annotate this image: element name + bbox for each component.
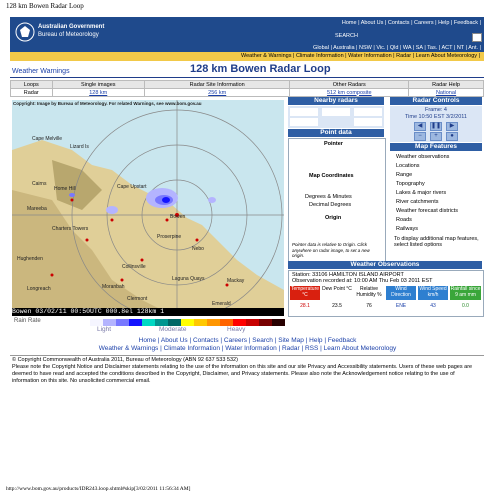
refresh-icon[interactable]: ● <box>446 132 458 141</box>
legend-colour-cell <box>168 319 181 326</box>
top-links[interactable]: Home | About Us | Contacts | Careers | Help | Feedback | <box>341 20 481 26</box>
obs-header-wind-speed: Wind Speed km/h <box>419 286 447 298</box>
footer-links-primary[interactable]: Home | About Us | Contacts | Careers | Search | Site Map | Help | Feedback <box>138 337 357 344</box>
obs-value-dewpoint: 23.5 <box>332 303 342 309</box>
legend-colour-cell <box>220 319 233 326</box>
print-url: http://www.bom.gov.au/products/IDR243.loop.shtml#skip[3/02/2011 11:56:34 AM] <box>6 486 191 492</box>
step-back-icon[interactable]: ◀ <box>414 122 426 131</box>
map-feature-option[interactable]: Roads <box>396 217 412 223</box>
legend-colour-cell <box>207 319 220 326</box>
zoom-in-icon[interactable]: + <box>430 132 442 141</box>
footer-notice: Please note the Copyright Notice and Disclaimer statements relating to the use of the information on this site and our site Privacy and Accessibility statements. Users of these web pages are deemed to have read and accepted the conditions described in the Copyright, Disclaimer, and Privacy statements. Please also note the Acknowledgement notice relating to the use of information on this site. No unsolicited commercial email. <box>12 364 473 384</box>
link-radar[interactable]: Radar <box>11 89 53 97</box>
weather-observations-panel <box>288 270 484 317</box>
link-512km[interactable]: 512 km composite <box>290 89 409 97</box>
step-forward-icon[interactable]: ▶ <box>446 122 458 131</box>
nearby-radar-cell[interactable] <box>290 108 318 116</box>
search-label: SEARCH <box>335 33 358 39</box>
decimal-degrees-label: Decimal Degrees <box>309 202 352 208</box>
station-name: Station: 33106 HAMILTON ISLAND AIRPORT <box>292 272 404 278</box>
map-features-header: Map Features <box>390 143 482 151</box>
point-data-help: Pointer data is relative to Origin. Click anywhere on radar image, to set a new origin. <box>292 242 370 258</box>
print-header-title: 128 km Bowen Radar Loop <box>6 2 84 10</box>
map-features-note: To display additional map features, select listed options <box>394 236 479 248</box>
tab-single-images[interactable]: Single images <box>52 81 144 89</box>
map-feature-option[interactable]: Locations <box>396 163 420 169</box>
legend-colour-cell <box>90 319 103 326</box>
radar-controls-panel <box>390 106 482 142</box>
radar-map-svg[interactable] <box>12 100 284 315</box>
place-label: Charters Towers <box>52 226 89 232</box>
obs-value-temperature: 28.1 <box>300 303 310 309</box>
place-label: Clermont <box>127 296 148 302</box>
obs-value-wind-direction: ENE <box>395 303 407 309</box>
zoom-out-icon[interactable]: − <box>414 132 426 141</box>
map-feature-option[interactable]: Weather forecast districts <box>396 208 458 214</box>
point-data-header: Point data <box>288 129 384 137</box>
place-label: Laguna Quays <box>172 276 205 282</box>
obs-value-rainfall: 0.0 <box>462 303 469 309</box>
map-coordinates-label: Map Coordinates <box>309 173 354 179</box>
government-name: Australian Government <box>38 24 105 30</box>
rain-rate-label: Rain Rate <box>14 318 41 324</box>
legend-colour-cell <box>246 319 259 326</box>
place-label: Home Hill <box>54 186 76 192</box>
legend-colour-cell <box>194 319 207 326</box>
pause-icon[interactable]: ❚❚ <box>431 123 442 129</box>
footer-links-secondary[interactable]: Weather & Warnings | Climate Information | Water Information | Radar | RSS | Learn About Meteorology <box>98 345 397 352</box>
radar-map[interactable] <box>12 100 284 315</box>
nearby-radar-cell[interactable] <box>322 108 350 116</box>
nearby-radar-cell[interactable] <box>354 118 382 126</box>
place-label: Hughenden <box>17 256 43 262</box>
place-label: Cape Upstart <box>117 184 147 190</box>
place-label: Mackay <box>227 278 245 284</box>
legend-colour-cell <box>155 319 168 326</box>
legend-colour-cell <box>116 319 129 326</box>
frame-label: Frame: 4 <box>424 107 447 113</box>
radar-controls-header: Radar Controls <box>390 97 482 105</box>
obs-header-temperature: Temperature °C <box>290 286 320 298</box>
obs-header-dewpoint: Dew Point °C <box>322 286 352 300</box>
product-tabs <box>10 80 484 97</box>
place-label: Cape Melville <box>32 136 63 142</box>
link-128km[interactable]: 128 km <box>52 89 144 97</box>
legend-colour-cell <box>129 319 142 326</box>
legend-colour-cell <box>103 319 116 326</box>
place-label: Emerald <box>212 301 231 307</box>
state-links[interactable]: Global | Australia | NSW | Vic. | Qld | WA | SA | Tas. | ACT | NT | Ant. | <box>313 45 481 51</box>
weather-warnings-link[interactable]: Weather Warnings <box>12 68 70 75</box>
place-label: Mareeba <box>27 206 47 212</box>
place-label: Nebo <box>192 246 204 252</box>
legend-colour-cell <box>142 319 155 326</box>
map-copyright: Copyright: Image by Bureau of Meteorology. For related Warnings, see www.bom.gov.au <box>13 101 202 106</box>
weather-observations-header: Weather Observations <box>288 261 482 269</box>
obs-header-wind-direction: Wind Direction <box>386 286 416 300</box>
obs-header-humidity: Relative Humidity % <box>354 286 384 300</box>
radar-status-text: Bowen 03/02/11 00:50UTC 000.8el 128km 1 <box>12 308 165 315</box>
bureau-name: Bureau of Meteorology <box>38 32 99 38</box>
pointer-label: Pointer <box>324 141 343 147</box>
legend-light: Light <box>97 326 112 333</box>
search-button[interactable] <box>472 33 482 42</box>
obs-value-humidity: 76 <box>366 303 372 309</box>
place-label: Longreach <box>27 286 51 292</box>
nearby-radars-header: Nearby radars <box>288 97 384 105</box>
link-256km[interactable]: 256 km <box>144 89 290 97</box>
legend-colour-cell <box>181 319 194 326</box>
tab-loops[interactable]: Loops <box>11 81 53 89</box>
map-feature-option[interactable]: Weather observations <box>396 154 450 160</box>
map-feature-option[interactable]: Railways <box>396 226 419 232</box>
map-feature-option[interactable]: Topography <box>396 181 425 187</box>
main-nav-links[interactable]: Weather & Warnings | Climate Information | Water Information | Radar | Learn About Meteorology | <box>241 53 480 59</box>
place-label: Cairns <box>32 181 47 187</box>
origin-label: Origin <box>325 215 342 221</box>
place-label: Moranbah <box>102 284 125 290</box>
page-title: 128 km Bowen Radar Loop <box>190 63 331 75</box>
radar-status-bar <box>12 308 284 316</box>
title-divider <box>10 77 484 78</box>
map-feature-option[interactable]: River catchments <box>396 199 439 205</box>
nearby-radar-cell[interactable] <box>354 108 382 116</box>
degrees-minutes-label: Degrees & Minutes <box>305 194 352 200</box>
footer-copyright: © Copyright Commonwealth of Australia 2011, Bureau of Meteorology (ABN 92 637 533 532) <box>12 357 238 363</box>
place-label: Proserpine <box>157 234 182 240</box>
map-feature-option[interactable]: Range <box>396 172 413 178</box>
map-features-list <box>390 152 482 260</box>
main-nav-bar <box>10 52 484 61</box>
legend-colour-cell <box>259 319 272 326</box>
link-national[interactable]: National <box>409 89 484 97</box>
footer-text <box>12 357 482 385</box>
legend-colour-cell <box>233 319 246 326</box>
footer-divider <box>10 355 484 356</box>
tab-radar-site-info[interactable]: Radar Site Information <box>144 81 290 89</box>
place-label: Collinsville <box>122 264 146 270</box>
tab-other-radars[interactable]: Other Radars <box>290 81 409 89</box>
legend-heavy: Heavy <box>227 326 246 333</box>
nearby-radar-cell[interactable] <box>290 118 318 126</box>
place-label: Bowen <box>170 214 186 220</box>
observation-time: Observation recorded at: 10:00 AM Thu Feb 03 2011 EST <box>292 278 433 284</box>
tab-radar-help[interactable]: Radar Help <box>409 81 484 89</box>
place-label: Lizard Is <box>70 144 89 150</box>
point-data-panel <box>288 138 386 262</box>
nearby-radars-grid <box>288 106 384 128</box>
obs-value-wind-speed: 43 <box>430 303 436 309</box>
frame-time: Time 10:50 EST 3/2/2011 <box>405 114 467 120</box>
legend-moderate: Moderate <box>159 326 187 333</box>
legend-colour-cell <box>272 319 285 326</box>
obs-header-rainfall: Rainfall since 9 am mm <box>450 286 481 298</box>
map-feature-option[interactable]: Lakes & major rivers <box>396 190 447 196</box>
coat-of-arms-logo[interactable] <box>14 21 36 43</box>
